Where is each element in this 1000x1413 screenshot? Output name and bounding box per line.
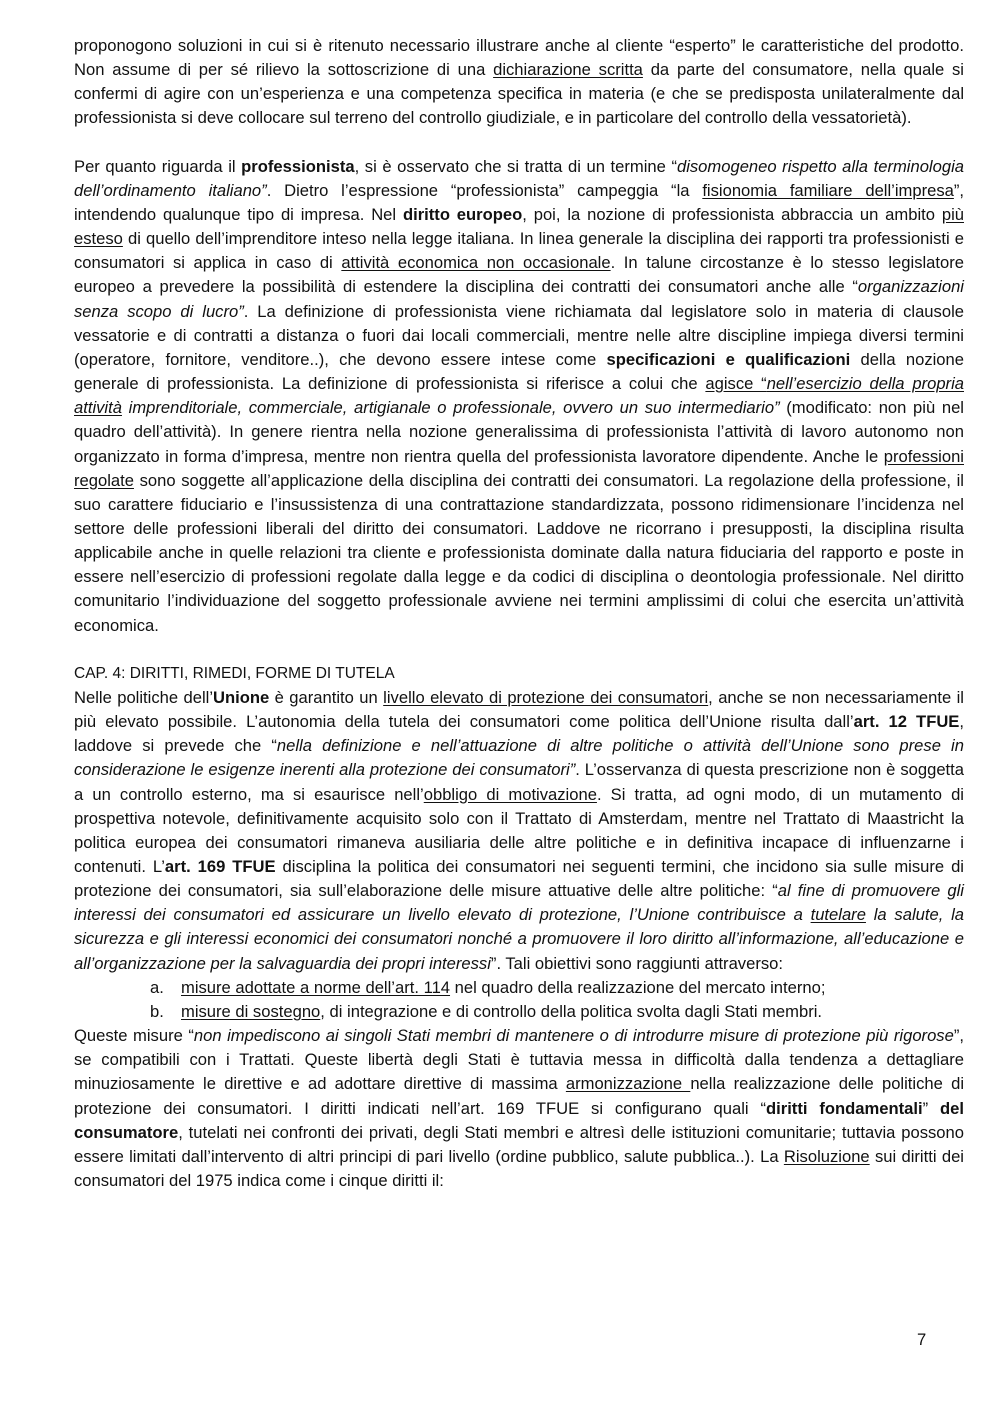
- chapter-heading: CAP. 4: DIRITTI, RIMEDI, FORME DI TUTELA: [74, 664, 395, 682]
- paragraph-unione: [74, 686, 964, 976]
- list-marker: a.: [150, 977, 164, 997]
- text-run: diritto europeo: [402, 204, 523, 224]
- text-run: , di integrazione e di controllo della politica svolta dagli Stati membri.: [320, 1001, 823, 1021]
- text-run: organizzazioni senza scopo di lucro”: [74, 277, 964, 321]
- text-run: attività economica non occasionale: [341, 253, 611, 273]
- text-run: disomogeneo rispetto alla terminologia dell’ordinamento italiano”: [74, 156, 964, 200]
- text-run: . L’osservanza di questa prescrizione non è soggetta a un controllo esterno, ma si esaurisce nell’: [74, 760, 965, 804]
- text-run: è garantito un: [269, 687, 384, 707]
- paragraph-expert-client: [74, 34, 964, 131]
- text-run: misure di sostegno: [181, 1001, 321, 1021]
- paragraph-misure: [74, 1024, 964, 1193]
- text-run: professioni regolate: [74, 446, 964, 490]
- text-run: professionista: [241, 156, 355, 176]
- text-run: nella realizzazione delle politiche di protezione dei consumatori. I diritti indicati nell’art. 169 TFUE si configurano quali “: [74, 1074, 965, 1118]
- text-run: specificazioni e qualificazioni: [606, 349, 851, 369]
- text-run: di quello dell’imprenditore inteso nella legge italiana. In linea generale la disciplina dei rapporti tra professionisti e consumatori si applica in caso di: [74, 229, 964, 273]
- text-run: , laddove si prevede che “: [74, 712, 965, 756]
- text-run: non impediscono ai singoli Stati membri di mantenere o di introdurre misure di protezione più rigorose: [193, 1026, 954, 1046]
- text-run: nel quadro della realizzazione del mercato interno;: [450, 977, 826, 997]
- text-run: diritti fondamentali: [765, 1098, 923, 1118]
- text-run: sono soggette all’applicazione della disciplina dei contratti dei consumatori. La regolazione della professione, il suo carattere fiduciario e l’insussistenza di una contrattazione standardizzata, possono ridimensionare l’incidenza nel settore delle professioni liberali del diritto dei consumatori. Laddove ne ricorrano i presupposti, la disciplina risulta applicabile anche in quelle relazioni tra cliente e professionista dominate dalla natura fiduciaria del rapporto e poste in essere nell’esercizio di professioni regolate dalla legge e da codici di disciplina o deontologia professionale. Nel diritto comunitario l’individuazione del soggetto professionale avviene nei termini amplissimi di colui che esercita un’attività economica.: [74, 470, 964, 635]
- text-run: art. 169 TFUE: [164, 857, 276, 876]
- text-run: proponogono soluzioni in cui si è ritenuto necessario illustrare anche al cliente “esperto” le caratteristiche del prodotto. Non assume di per sé rilievo la sottoscrizione di una: [74, 36, 964, 80]
- text-run: del consumatore: [74, 1098, 965, 1142]
- text-run: della nozione generale di professionista. La definizione di professionista si riferisce a colui che: [74, 349, 964, 394]
- text-run: al fine di promuovere gli interessi dei consumatori ed assicurare un livello elevato di protezione, l’Unione contribuisce a: [74, 881, 964, 925]
- text-run: livello elevato di protezione dei consumatori: [383, 687, 709, 707]
- text-run: fisionomia familiare dell’impresa: [702, 180, 954, 200]
- text-run: art. 12 TFUE: [853, 712, 960, 732]
- list-item-text: [181, 978, 825, 997]
- text-run: ”, se compatibili con i Trattati. Queste libertà degli Stati è tuttavia messa in difficoltà dalla tendenza a dettagliare minuziosamente le direttive e ad adottare direttive di massima: [74, 1026, 964, 1094]
- paragraph-gap: [74, 131, 964, 155]
- text-run: più esteso: [74, 204, 964, 249]
- list-item: [74, 976, 964, 1000]
- list-marker: b.: [150, 1001, 164, 1021]
- text-run: dichiarazione scritta: [493, 60, 643, 80]
- text-run: , poi, la nozione di professionista abbraccia un ambito: [522, 204, 942, 224]
- text-run: misure adottate a norme dell’art. 114: [181, 977, 451, 997]
- text-run: . In talune circostanze è lo stesso legislatore europeo a prevedere la possibilità di estendere la disciplina dei contratti dei consumatori anche alle “: [74, 253, 964, 297]
- text-run: (modificato: non più nel quadro dell’attività). In genere rientra nella nozione generalissima di professionista l’attività di lavoro autonomo non organizzato in forma d’impresa, mentre non rientra quella del professionista lavoratore dipendente. Anche le: [74, 398, 964, 466]
- text-run: la salute, la sicurezza e gli interessi economici dei consumatori nonché a promuovere il loro diritto all’informazione, all’educazione e all’organizzazione per la salvaguardia dei propri interessi: [74, 905, 964, 973]
- text-run: Nelle politiche dell’: [74, 687, 214, 707]
- text-run: ”. Tali obiettivi sono raggiunti attraverso:: [490, 953, 783, 973]
- text-run: imprenditoriale, commerciale, artigianale o professionale, ovvero un suo intermediario”: [121, 398, 780, 418]
- text-run: tutelare: [810, 905, 866, 925]
- objectives-list: [74, 976, 964, 1024]
- text-run: da parte del consumatore, nella quale si confermi di agire con un’esperienza e una competenza specifica in materia (e che se predisposta unilateralmente dal professionista si deve collocare sul terreno del controllo giudiziale, e in particolare del controllo della vessatorietà).: [74, 60, 964, 128]
- text-run: agisce “: [705, 374, 767, 394]
- text-run: . Si tratta, ad ogni modo, di un mutamento di prospettiva notevole, definitivamente acquisito solo con il Trattato di Amsterdam, mentre nel Trattato di Maastricht la politica europea dei consumatori rimaneva ausiliaria delle altre politiche e in definitiva incapace di influenzarne i contenuti. L’: [74, 784, 964, 876]
- text-run: nella definizione e nell’attuazione di altre politiche o attività dell’Unione sono prese in considerazione le esigenze inerenti alla protezione dei consumatori”: [74, 736, 964, 780]
- text-run: ”: [922, 1098, 941, 1118]
- document-page: [74, 34, 964, 1193]
- text-run: , si è osservato che si tratta di un termine “: [354, 156, 677, 176]
- text-run: ”, intendendo qualunque tipo di impresa. Nel: [74, 180, 965, 224]
- paragraph-professionista: [74, 155, 964, 638]
- list-item-text: [181, 1002, 822, 1021]
- list-item: [74, 1000, 964, 1024]
- text-run: Per quanto riguarda il: [74, 156, 242, 176]
- text-run: . La definizione di professionista viene richiamata dal legislatore solo in materia di clausole vessatorie e di contratti a distanza o fuori dai locali commerciali, mentre nelle altre discipline impiega diversi termini (operatore, fornitore, venditore..), che devono essere intese come: [74, 301, 964, 369]
- text-run: Unione: [213, 687, 270, 707]
- text-run: . Dietro l’espressione “professionista” campeggia “la: [266, 180, 703, 200]
- text-run: , anche se non necessariamente il più elevato possibile. L’autonomia della tutela dei consumatori come politica dell’Unione risulta dall’: [74, 687, 964, 732]
- text-run: , tutelati nei confronti dei privati, degli Stati membri e altresì delle istituzioni comunitarie; tuttavia possono essere limitati dall’intervento di altri principi di pari livello (ordine pubblico, salute pubblica..). La: [74, 1122, 964, 1166]
- text-run: Risoluzione: [783, 1146, 870, 1166]
- text-run: obbligo di motivazione: [423, 784, 597, 804]
- text-run: nell’esercizio della propria attività: [74, 374, 964, 418]
- text-run: Queste misure “: [74, 1026, 194, 1046]
- text-run: disciplina la politica dei consumatori nei seguenti termini, che incidono sia sulle misure di protezione dei consumatori, sia sull’elaborazione delle misure attuative delle altre politiche: “: [74, 857, 964, 901]
- text-run: armonizzazione: [565, 1074, 691, 1094]
- page-number: 7: [917, 1330, 927, 1349]
- paragraph-gap: [74, 638, 964, 662]
- text-run: sui diritti dei consumatori del 1975 indica come i cinque diritti il:: [74, 1146, 964, 1191]
